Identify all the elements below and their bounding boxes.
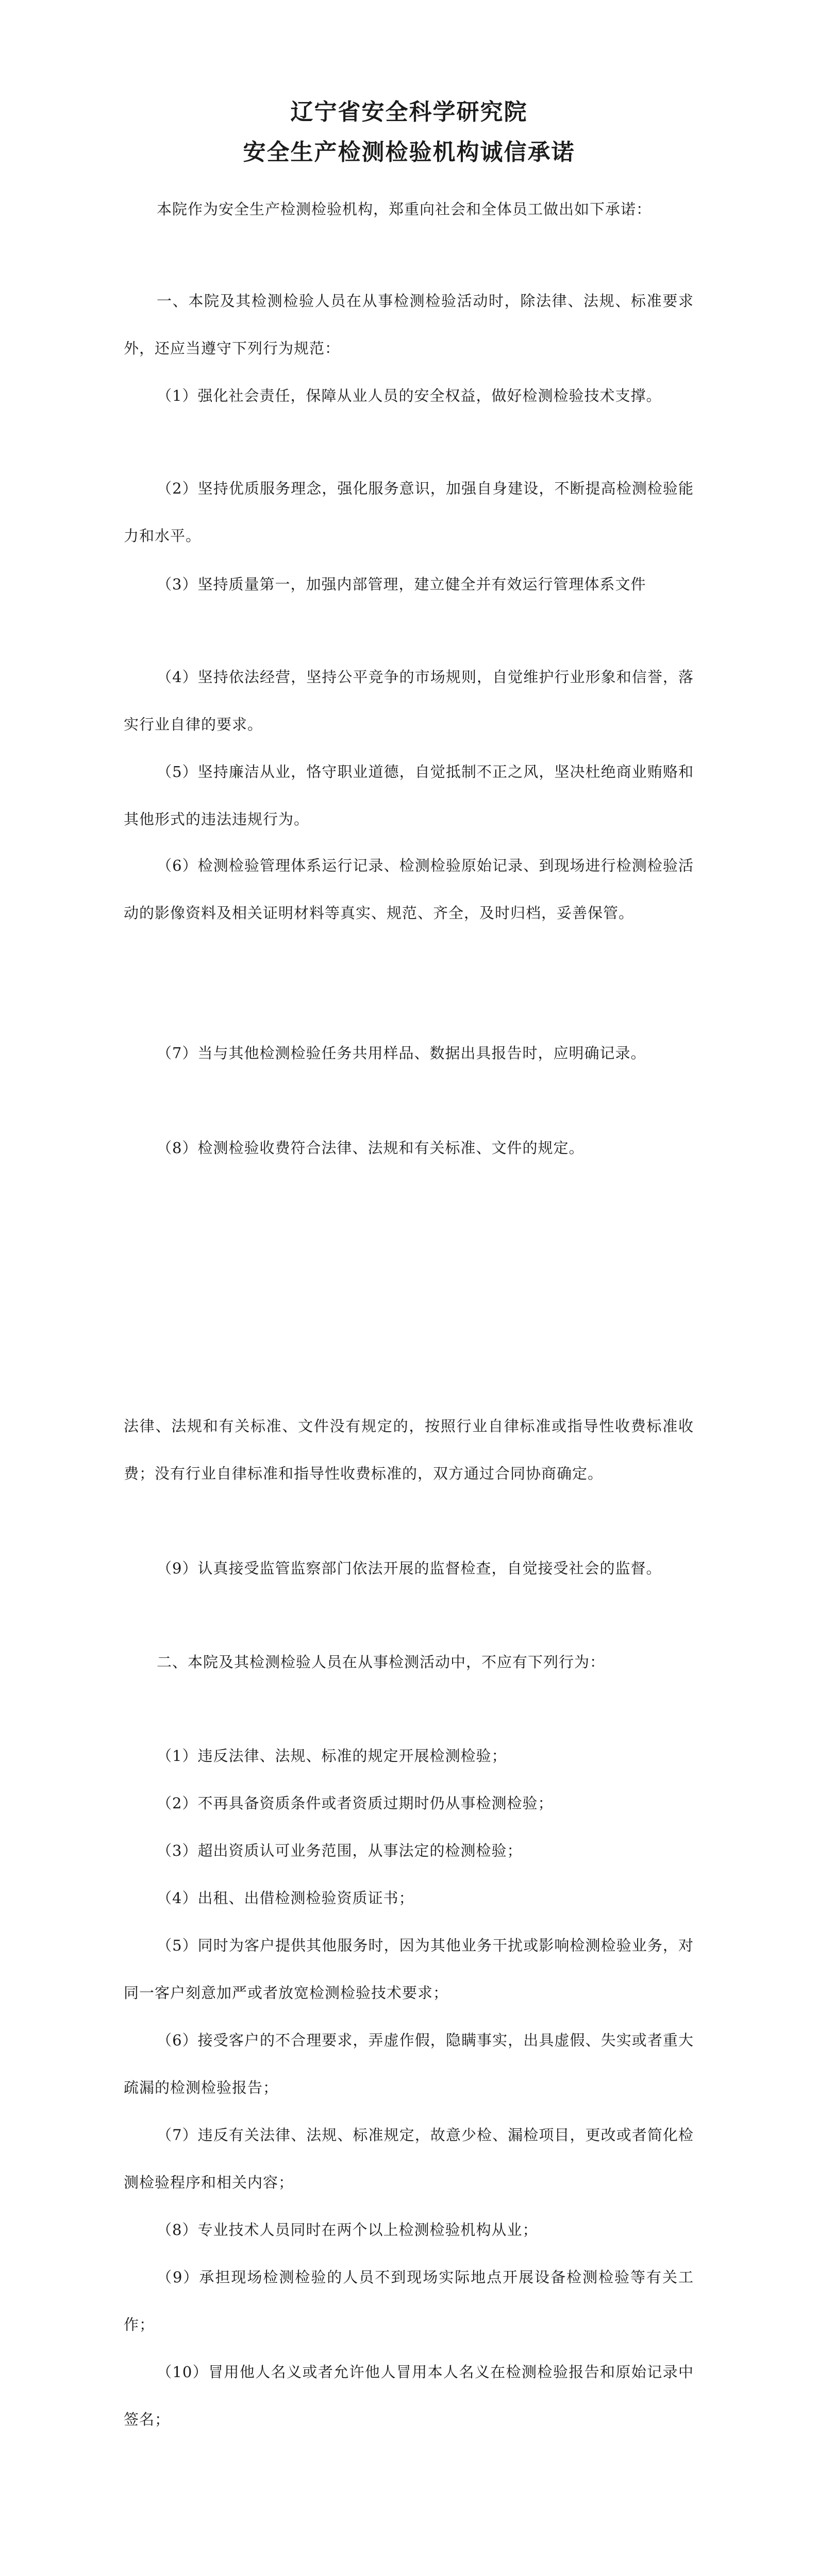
section-1-item-3: （3）坚持质量第一，加强内部管理，建立健全并有效运行管理体系文件 <box>157 575 646 593</box>
section-2-item-10: （10）冒用他人名义或者允许他人冒用本人名义在检测检验报告和原始记录中签名； <box>124 2363 694 2428</box>
section-2-item-5: （5）同时为客户提供其他服务时，因为其他业务干扰或影响检测检验业务，对同一客户刻意加严或者放宽检测检验技术要求； <box>124 1937 694 2002</box>
intro-paragraph: 本院作为安全生产检测检验机构，郑重向社会和全体员工做出如下承诺： <box>157 200 652 218</box>
section-1-item-5: （5）坚持廉洁从业，恪守职业道德，自觉抵制不正之风，坚决杜绝商业贿赂和其他形式的违法违规行为。 <box>124 763 694 828</box>
section-1-item-2: （2）坚持优质服务理念，强化服务意识，加强自身建设，不断提高检测检验能力和水平。 <box>124 480 694 545</box>
section-1-item-6: （6）检测检验管理体系运行记录、检测检验原始记录、到现场进行检测检验活动的影像资料及相关证明材料等真实、规范、齐全，及时归档，妥善保管。 <box>124 857 694 922</box>
section-1-item-7: （7）当与其他检测检验任务共用样品、数据出具报告时，应明确记录。 <box>157 1044 646 1062</box>
section-2-item-3: （3）超出资质认可业务范围，从事法定的检测检验； <box>157 1842 523 1859</box>
section-2-item-8: （8）专业技术人员同时在两个以上检测检验机构从业； <box>157 2221 538 2239</box>
section-1-item-1: （1）强化社会责任，保障从业人员的安全权益，做好检测检验技术支撑。 <box>157 387 662 404</box>
section-1-item-8-continued: 法律、法规和有关标准、文件没有规定的，按照行业自律标准或指导性收费标准收费；没有行业自律标准和指导性收费标准的，双方通过合同协商确定。 <box>124 1417 694 1482</box>
section-1-item-9: （9）认真接受监管监察部门依法开展的监督检查，自觉接受社会的监督。 <box>157 1560 662 1577</box>
section-2-item-6: （6）接受客户的不合理要求，弄虚作假，隐瞒事实，出具虚假、失实或者重大疏漏的检测检验报告； <box>124 2031 694 2096</box>
section-1-item-4: （4）坚持依法经营，坚持公平竞争的市场规则，自觉维护行业形象和信誉，落实行业自律的要求。 <box>124 668 694 733</box>
section-1-item-8: （8）检测检验收费符合法律、法规和有关标准、文件的规定。 <box>157 1139 585 1157</box>
document-subtitle: 安全生产检测检验机构诚信承诺 <box>243 139 575 165</box>
section-2-item-1: （1）违反法律、法规、标准的规定开展检测检验； <box>157 1747 507 1765</box>
section-2-item-9: （9）承担现场检测检验的人员不到现场实际地点开展设备检测检验等有关工作； <box>124 2268 694 2333</box>
document-title: 辽宁省安全科学研究院 <box>290 99 528 125</box>
section-2-item-4: （4）出租、出借检测检验资质证书； <box>157 1889 414 1907</box>
section-2-heading: 二、本院及其检测检验人员在从事检测活动中，不应有下列行为： <box>157 1653 606 1671</box>
section-2-item-2: （2）不再具备资质条件或者资质过期时仍从事检测检验； <box>157 1794 554 1812</box>
section-2-item-7: （7）违反有关法律、法规、标准规定，故意少检、漏检项目，更改或者简化检测检验程序和相关内容； <box>124 2126 694 2191</box>
section-1-heading: 一、本院及其检测检验人员在从事检测检验活动时，除法律、法规、标准要求外，还应当遵守下列行为规范： <box>124 292 694 357</box>
